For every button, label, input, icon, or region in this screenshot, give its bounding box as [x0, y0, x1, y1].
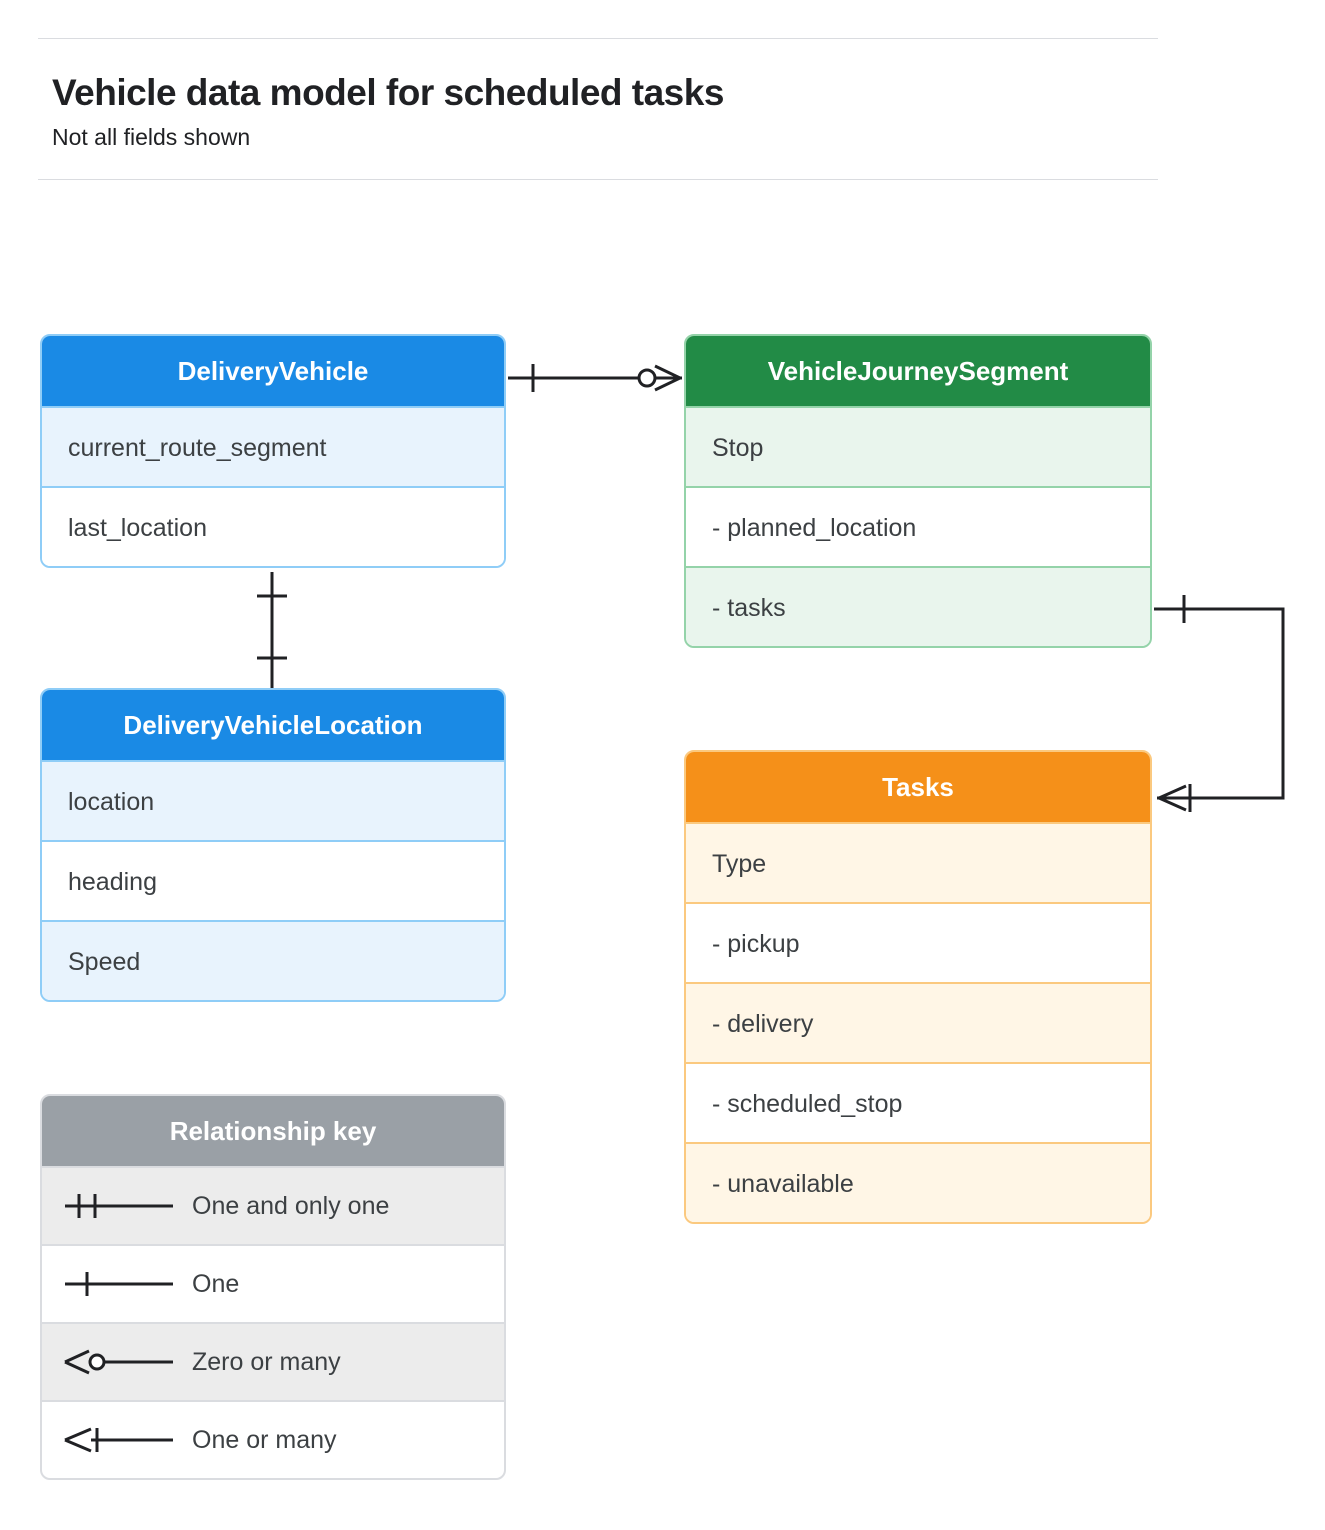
legend-label: One [192, 1269, 240, 1298]
legend-item-one-or-many [42, 1400, 504, 1478]
entity-title-delivery-vehicle: DeliveryVehicle [42, 336, 504, 406]
connector-segment-to-tasks [1154, 609, 1283, 798]
crowsfoot-tasks-upper [1159, 786, 1186, 798]
entity-field: current_route_segment [42, 406, 504, 486]
zero-or-many-icon [42, 1342, 192, 1382]
crowsfoot-tasks-lower [1159, 798, 1186, 810]
entity-field: - tasks [686, 566, 1150, 646]
entity-field: - scheduled_stop [686, 1062, 1150, 1142]
entity-delivery-vehicle-location[interactable] [40, 688, 506, 1002]
legend-label: Zero or many [192, 1347, 341, 1376]
cardinality-zero-circle [639, 370, 655, 386]
crowsfoot-lower [655, 378, 680, 390]
entity-field: - delivery [686, 982, 1150, 1062]
legend-label: One and only one [192, 1191, 390, 1220]
entity-field: - planned_location [686, 486, 1150, 566]
entity-vehicle-journey-segment[interactable] [684, 334, 1152, 648]
legend-title: Relationship key [42, 1096, 504, 1166]
entity-field: last_location [42, 486, 504, 566]
entity-title-vehicle-journey-segment: VehicleJourneySegment [686, 336, 1150, 406]
header-divider-bottom [38, 179, 1158, 180]
page-header [38, 38, 1158, 180]
entity-field: Speed [42, 920, 504, 1000]
entity-field: Type [686, 822, 1150, 902]
one-or-many-icon [42, 1420, 192, 1460]
entity-field: Stop [686, 406, 1150, 486]
page-title: Vehicle data model for scheduled tasks [52, 72, 724, 113]
entity-title-delivery-vehicle-location: DeliveryVehicleLocation [42, 690, 504, 760]
legend-label: One or many [192, 1425, 337, 1454]
entity-field: - pickup [686, 902, 1150, 982]
legend-item-zero-or-many [42, 1322, 504, 1400]
one-icon [42, 1264, 192, 1304]
page-subtitle: Not all fields shown [52, 123, 251, 150]
one-and-only-one-icon [42, 1186, 192, 1226]
entity-tasks[interactable] [684, 750, 1152, 1224]
crowsfoot-upper [655, 366, 680, 378]
legend-item-one [42, 1244, 504, 1322]
entity-field: heading [42, 840, 504, 920]
relationship-key-legend [40, 1094, 506, 1480]
legend-item-one-and-only-one [42, 1166, 504, 1244]
entity-title-tasks: Tasks [686, 752, 1150, 822]
entity-field: location [42, 760, 504, 840]
entity-field: - unavailable [686, 1142, 1150, 1222]
entity-delivery-vehicle[interactable] [40, 334, 506, 568]
